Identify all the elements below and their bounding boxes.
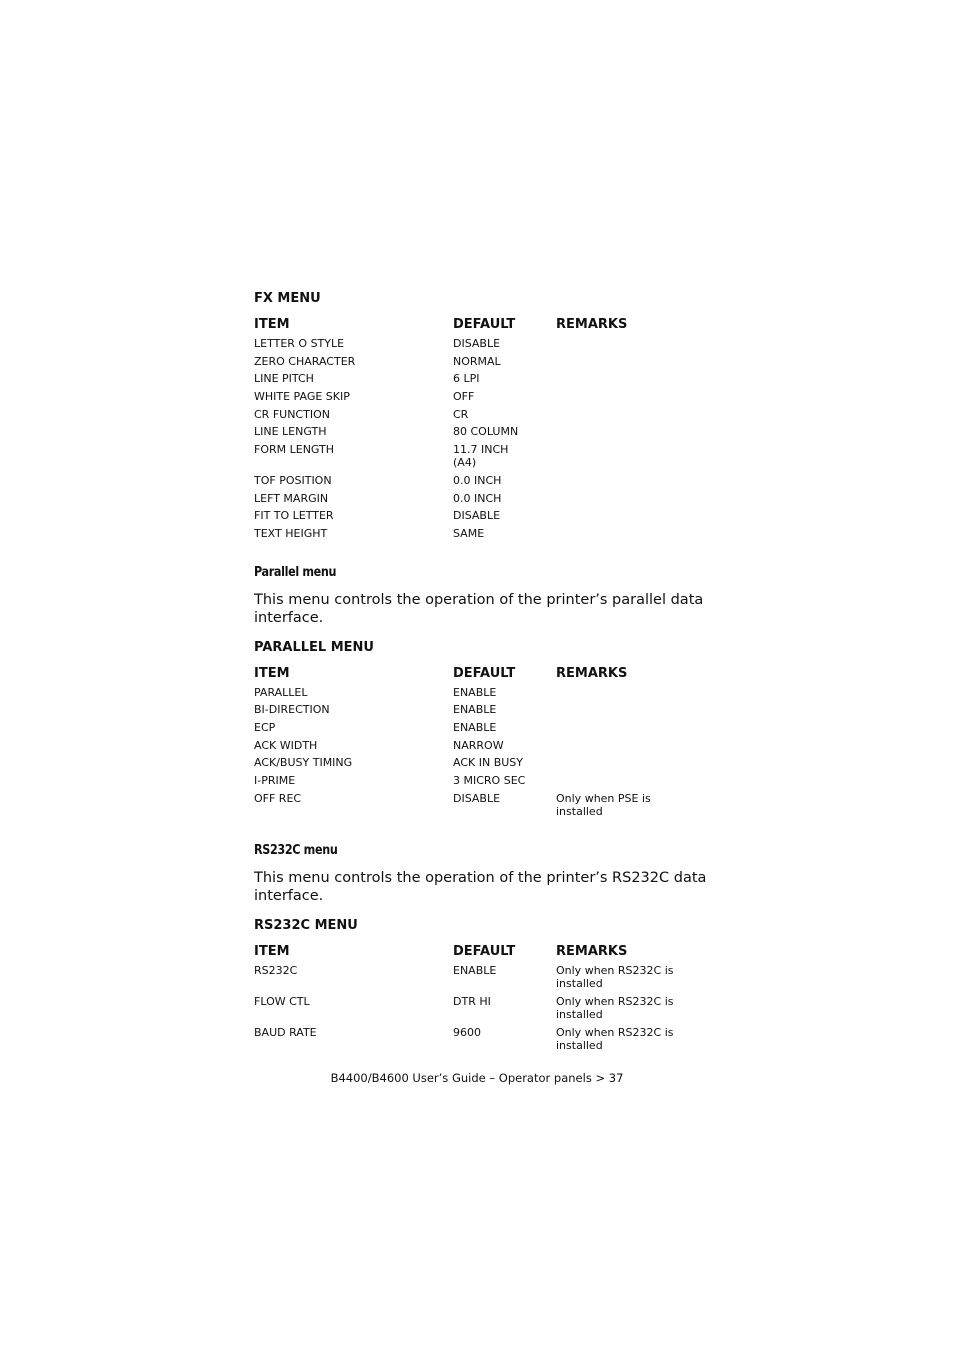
remarks-cell bbox=[556, 703, 714, 716]
remarks-cell: Only when RS232C is installed bbox=[556, 995, 674, 1022]
table-row bbox=[254, 721, 714, 734]
remarks-cell bbox=[556, 756, 714, 769]
remarks-cell bbox=[556, 686, 714, 699]
item-cell: LETTER O STYLE bbox=[254, 337, 345, 350]
table-row bbox=[254, 964, 714, 990]
default-cell: NORMAL bbox=[453, 354, 501, 368]
fx-menu-rows bbox=[254, 337, 714, 540]
rs232c-menu-rows bbox=[254, 964, 714, 1051]
default-cell: ENABLE bbox=[453, 685, 497, 699]
parallel-menu-intro: This menu controls the operation of the printer’s parallel data interface. bbox=[254, 591, 704, 626]
rs232c-menu-intro: This menu controls the operation of the printer’s RS232C data interface. bbox=[254, 870, 707, 905]
item-cell: ECP bbox=[254, 720, 276, 734]
parallel-menu-header bbox=[254, 666, 714, 681]
column-header-default: DEFAULT bbox=[453, 665, 516, 681]
remarks-cell bbox=[556, 509, 714, 522]
default-cell: SAME bbox=[453, 526, 485, 540]
default-cell: ENABLE bbox=[453, 703, 497, 717]
table-row bbox=[254, 774, 714, 787]
fx-menu-header bbox=[254, 317, 714, 332]
default-cell: ENABLE bbox=[453, 720, 497, 734]
table-row bbox=[254, 792, 714, 818]
remarks-cell bbox=[556, 474, 714, 487]
item-cell: PARALLEL bbox=[254, 685, 308, 699]
table-row bbox=[254, 474, 714, 487]
item-cell: TEXT HEIGHT bbox=[254, 526, 328, 540]
column-header-item: ITEM bbox=[254, 665, 290, 681]
column-header-remarks: REMARKS bbox=[556, 665, 628, 681]
table-row bbox=[254, 372, 714, 385]
column-header-default: DEFAULT bbox=[453, 944, 516, 960]
default-cell: 9600 bbox=[453, 1025, 481, 1039]
default-cell: 80 COLUMN bbox=[453, 425, 519, 439]
remarks-cell: Only when RS232C is installed bbox=[556, 964, 674, 991]
remarks-cell bbox=[556, 721, 714, 734]
remarks-cell bbox=[556, 425, 714, 438]
remarks-cell: Only when RS232C is installed bbox=[556, 1025, 674, 1052]
default-cell: NARROW bbox=[453, 738, 504, 752]
item-cell: FLOW CTL bbox=[254, 995, 310, 1009]
remarks-cell bbox=[556, 337, 714, 350]
default-cell: 0.0 INCH bbox=[453, 473, 502, 487]
remarks-cell bbox=[556, 443, 714, 469]
item-cell: I-PRIME bbox=[254, 774, 296, 787]
default-cell: OFF bbox=[453, 390, 475, 404]
item-cell: RS232C bbox=[254, 964, 298, 978]
table-row bbox=[254, 995, 714, 1021]
remarks-cell bbox=[556, 739, 714, 752]
table-row bbox=[254, 425, 714, 438]
column-header-remarks: REMARKS bbox=[556, 944, 628, 960]
default-cell: DISABLE bbox=[453, 337, 501, 350]
remarks-cell bbox=[556, 408, 714, 421]
item-cell: FORM LENGTH bbox=[254, 443, 335, 457]
default-cell: DISABLE bbox=[453, 791, 501, 805]
rs232c-menu-heading: RS232C menu bbox=[254, 843, 338, 859]
table-row bbox=[254, 756, 714, 769]
default-cell: DISABLE bbox=[453, 509, 501, 523]
remarks-cell bbox=[556, 492, 714, 505]
table-row bbox=[254, 1026, 714, 1052]
item-cell: WHITE PAGE SKIP bbox=[254, 390, 350, 404]
default-cell: ACK IN BUSY bbox=[453, 756, 523, 770]
remarks-cell bbox=[556, 390, 714, 403]
table-row bbox=[254, 527, 714, 540]
item-cell: ZERO CHARACTER bbox=[254, 354, 356, 368]
parallel-menu-title: PARALLEL MENU bbox=[254, 639, 374, 655]
table-row bbox=[254, 408, 714, 421]
item-cell: ACK WIDTH bbox=[254, 738, 318, 752]
default-cell: 6 LPI bbox=[453, 372, 480, 386]
item-cell: LINE PITCH bbox=[254, 372, 314, 386]
remarks-cell bbox=[556, 527, 714, 540]
rs232c-menu-header bbox=[254, 944, 714, 959]
column-header-item: ITEM bbox=[254, 944, 290, 960]
table-row bbox=[254, 355, 714, 368]
item-cell: CR FUNCTION bbox=[254, 407, 330, 421]
default-cell: DTR HI bbox=[453, 995, 491, 1009]
fx-menu-title: FX MENU bbox=[254, 291, 321, 306]
table-row bbox=[254, 703, 714, 716]
remarks-cell bbox=[556, 372, 714, 385]
page-content bbox=[254, 291, 714, 1056]
default-cell: 11.7 INCH (A4) bbox=[453, 443, 509, 470]
table-row bbox=[254, 509, 714, 522]
table-row bbox=[254, 739, 714, 752]
page-footer: B4400/B4600 User’s Guide – Operator panels > 37 bbox=[330, 1071, 624, 1085]
parallel-menu-rows bbox=[254, 686, 714, 818]
table-row bbox=[254, 492, 714, 505]
item-cell: LEFT MARGIN bbox=[254, 491, 329, 505]
column-header-default: DEFAULT bbox=[453, 317, 516, 332]
item-cell: BAUD RATE bbox=[254, 1025, 317, 1039]
default-cell: CR bbox=[453, 407, 469, 421]
item-cell: FIT TO LETTER bbox=[254, 509, 334, 523]
parallel-menu-heading: Parallel menu bbox=[254, 564, 337, 580]
item-cell: TOF POSITION bbox=[254, 473, 332, 487]
remarks-cell bbox=[556, 355, 714, 368]
remarks-cell bbox=[556, 774, 714, 787]
table-row bbox=[254, 443, 714, 469]
table-row bbox=[254, 686, 714, 699]
remarks-cell: Only when PSE is installed bbox=[556, 791, 651, 818]
rs232c-menu-title: RS232C MENU bbox=[254, 918, 358, 934]
table-row bbox=[254, 337, 714, 350]
column-header-item: ITEM bbox=[254, 317, 290, 332]
table-row bbox=[254, 390, 714, 403]
default-cell: ENABLE bbox=[453, 964, 497, 978]
item-cell: BI-DIRECTION bbox=[254, 703, 330, 717]
item-cell: ACK/BUSY TIMING bbox=[254, 756, 353, 770]
default-cell: 3 MICRO SEC bbox=[453, 774, 526, 787]
column-header-remarks: REMARKS bbox=[556, 317, 628, 332]
item-cell: OFF REC bbox=[254, 791, 302, 805]
item-cell: LINE LENGTH bbox=[254, 425, 327, 439]
default-cell: 0.0 INCH bbox=[453, 491, 502, 505]
